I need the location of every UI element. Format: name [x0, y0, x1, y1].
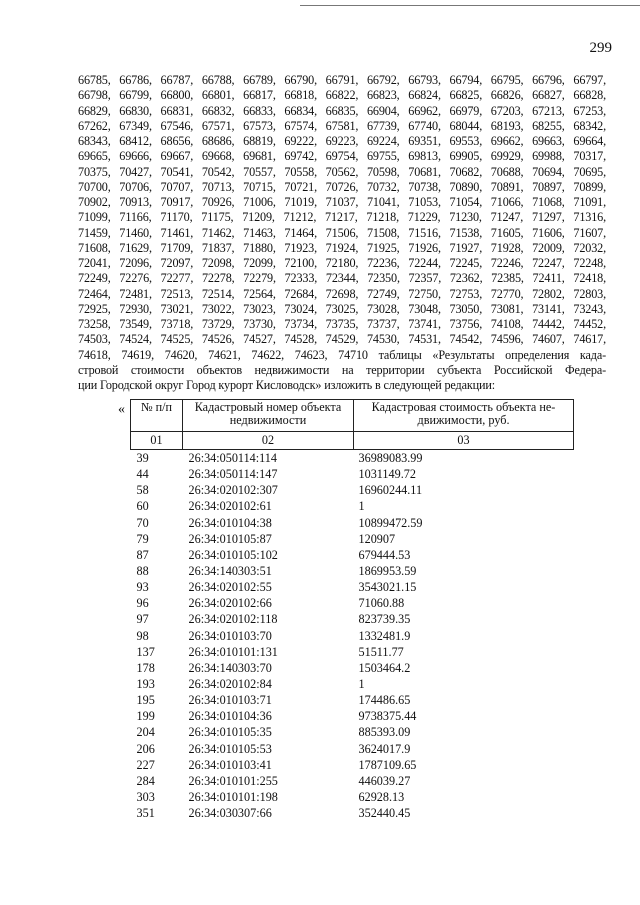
- table-row: [131, 757, 574, 773]
- cadastral-value-cell: 446039.27: [358, 773, 411, 788]
- table-column-number-row: [131, 432, 574, 450]
- table-row: [131, 660, 574, 676]
- cadastral-number-cell: 26:34:020102:66: [188, 596, 272, 611]
- cadastral-number-cell: 26:34:010101:255: [188, 773, 278, 788]
- body-text-line: 72041, 72096, 72097, 72098, 72099, 72100, 72180, 72236, 72244, 72245, 72246, 72247, 72248,: [78, 256, 606, 270]
- row-number-cell: 195: [136, 693, 155, 708]
- body-text-line: 74503, 74524, 74525, 74526, 74527, 74528, 74529, 74530, 74531, 74542, 74596, 74607, 74617,: [78, 332, 606, 347]
- body-text-line: 72925, 72930, 73021, 73022, 73023, 73024, 73025, 73028, 73048, 73050, 73081, 73141, 73243,: [78, 301, 606, 316]
- row-number-cell: 193: [136, 677, 155, 692]
- body-text-line: 74618, 74619, 74620, 74621, 74622, 74623, 74710 таблицы «Результаты определения када-: [78, 347, 606, 362]
- table-row: [131, 724, 574, 740]
- header-cadastral-number: Кадастровый номер объекта недвижимости: [183, 400, 354, 432]
- cadastral-value-table: [130, 399, 574, 821]
- row-number-cell: 199: [136, 709, 155, 724]
- table-row: [131, 692, 574, 708]
- body-text: [78, 73, 606, 393]
- row-number-cell: 303: [136, 790, 155, 805]
- table-row: [131, 789, 574, 805]
- cadastral-number-cell: 26:34:020102:55: [188, 580, 272, 595]
- body-text-line: ции Городской округ Город курорт Кисловодск» изложить в следующей редакции:: [78, 378, 495, 392]
- cadastral-number-cell: 26:34:010104:36: [188, 709, 272, 724]
- table-row: [131, 741, 574, 757]
- body-text-line: стровой стоимости объектов недвижимости на территории субъекта Российской Федера-: [78, 362, 606, 377]
- table-row: [131, 498, 574, 514]
- cadastral-number-cell: 26:34:010103:41: [188, 757, 272, 772]
- cadastral-number-cell: 26:34:010105:53: [188, 741, 272, 756]
- row-number-cell: 284: [136, 773, 155, 788]
- body-text-line: 72464, 72481, 72513, 72514, 72564, 72684, 72698, 72749, 72750, 72753, 72770, 72802, 72803,: [78, 286, 606, 301]
- cadastral-value-cell: 36989083.99: [358, 451, 423, 466]
- cadastral-number-cell: 26:34:020102:84: [188, 677, 272, 692]
- body-text-line: 66785, 66786, 66787, 66788, 66789, 66790, 66791, 66792, 66793, 66794, 66795, 66796, 66797,: [78, 73, 606, 87]
- top-rule: [300, 5, 640, 6]
- column-number-03: 03: [354, 432, 574, 450]
- body-text-line: 66798, 66799, 66800, 66801, 66817, 66818, 66822, 66823, 66824, 66825, 66826, 66827, 66828,: [78, 88, 606, 103]
- cadastral-value-cell: 1787109.65: [358, 757, 417, 772]
- cadastral-number-cell: 26:34:050114:114: [188, 451, 277, 466]
- body-text-line: 67262, 67349, 67546, 67571, 67573, 67574, 67581, 67739, 67740, 68044, 68193, 68255, 68342,: [78, 118, 606, 133]
- table-row: [131, 563, 574, 579]
- cadastral-value-cell: 885393.09: [358, 725, 411, 740]
- cadastral-number-cell: 26:34:010101:131: [188, 644, 278, 659]
- cadastral-value-cell: 3624017.9: [358, 741, 411, 756]
- cadastral-number-cell: 26:34:140303:70: [188, 660, 272, 675]
- body-text-line: 70902, 70913, 70917, 70926, 71006, 71019, 71037, 71041, 71053, 71054, 71066, 71068, 71091,: [78, 195, 606, 209]
- cadastral-value-cell: 823739.35: [358, 612, 411, 627]
- row-number-cell: 87: [136, 547, 149, 562]
- row-number-cell: 93: [136, 580, 149, 595]
- table-row: [131, 482, 574, 498]
- body-text-line: 70700, 70706, 70707, 70713, 70715, 70721, 70726, 70732, 70738, 70890, 70891, 70897, 70899,: [78, 179, 606, 194]
- row-number-cell: 227: [136, 757, 155, 772]
- body-text-line: 71459, 71460, 71461, 71462, 71463, 71464, 71506, 71508, 71516, 71538, 71605, 71606, 71607,: [78, 225, 606, 240]
- cadastral-number-cell: 26:34:050114:147: [188, 467, 278, 482]
- cadastral-value-cell: 352440.45: [358, 806, 411, 821]
- cadastral-value-cell: 62928.13: [358, 790, 405, 805]
- cadastral-number-cell: 26:34:020102:118: [188, 612, 278, 627]
- table-row: [131, 628, 574, 644]
- row-number-cell: 96: [136, 596, 149, 611]
- row-number-cell: 70: [136, 515, 149, 530]
- row-number-cell: 98: [136, 628, 149, 643]
- cadastral-value-cell: 174486.65: [358, 693, 411, 708]
- cadastral-value-cell: 1031149.72: [358, 467, 416, 482]
- table-row: [131, 611, 574, 627]
- header-number: № п/п: [131, 400, 183, 432]
- cadastral-value-cell: 10899472.59: [358, 515, 423, 530]
- cadastral-value-cell: 16960244.11: [358, 483, 423, 498]
- cadastral-value-cell: 1503464.2: [358, 660, 411, 675]
- cadastral-number-cell: 26:34:010103:71: [188, 693, 272, 708]
- cadastral-number-cell: 26:34:010103:70: [188, 628, 272, 643]
- table-row: [131, 515, 574, 531]
- cadastral-value-cell: 71060.88: [358, 596, 405, 611]
- column-number-01: 01: [131, 432, 183, 450]
- table-row: [131, 531, 574, 547]
- cadastral-number-cell: 26:34:020102:61: [188, 499, 272, 514]
- body-text-line: 68343, 68412, 68656, 68686, 68819, 69222, 69223, 69224, 69351, 69553, 69662, 69663, 69664,: [78, 134, 606, 148]
- cadastral-number-cell: 26:34:030307:66: [188, 806, 272, 821]
- page-number: 299: [589, 40, 612, 56]
- table-row: [131, 547, 574, 563]
- cadastral-value-cell: 1: [358, 677, 365, 692]
- cadastral-value-cell: 679444.53: [358, 547, 411, 562]
- table-row: [131, 676, 574, 692]
- row-number-cell: 44: [136, 467, 149, 482]
- table-row: [131, 773, 574, 789]
- table-row: [131, 805, 574, 821]
- cadastral-value-cell: 51511.77: [358, 644, 404, 659]
- row-number-cell: 204: [136, 725, 155, 740]
- row-number-cell: 58: [136, 483, 149, 498]
- row-number-cell: 206: [136, 741, 155, 756]
- table-row: [131, 708, 574, 724]
- body-text-line: 70375, 70427, 70541, 70542, 70557, 70558, 70562, 70598, 70681, 70682, 70688, 70694, 70695,: [78, 164, 606, 179]
- cadastral-value-cell: 120907: [358, 531, 396, 546]
- row-number-cell: 97: [136, 612, 149, 627]
- row-number-cell: 79: [136, 531, 149, 546]
- column-number-02: 02: [183, 432, 354, 450]
- row-number-cell: 60: [136, 499, 149, 514]
- cadastral-value-cell: 9738375.44: [358, 709, 417, 724]
- table-row: [131, 579, 574, 595]
- cadastral-number-cell: 26:34:020102:307: [188, 483, 278, 498]
- table-row: [131, 466, 574, 482]
- cadastral-number-cell: 26:34:010101:198: [188, 790, 278, 805]
- cadastral-number-cell: 26:34:010104:38: [188, 515, 272, 530]
- table-row: [131, 595, 574, 611]
- row-number-cell: 88: [136, 564, 149, 579]
- body-text-line: 71608, 71629, 71709, 71837, 71880, 71923, 71924, 71925, 71926, 71927, 71928, 72009, 72032,: [78, 240, 606, 255]
- body-text-line: 69665, 69666, 69667, 69668, 69681, 69742, 69754, 69755, 69813, 69905, 69929, 69988, 70317,: [78, 149, 606, 164]
- table-row: [131, 450, 574, 467]
- cadastral-number-cell: 26:34:010105:87: [188, 531, 272, 546]
- opening-quote-mark: «: [118, 402, 125, 417]
- cadastral-value-cell: 1869953.59: [358, 564, 417, 579]
- row-number-cell: 39: [136, 451, 149, 466]
- row-number-cell: 351: [136, 806, 155, 821]
- table-header-row: [131, 400, 574, 432]
- cadastral-number-cell: 26:34:140303:51: [188, 564, 272, 579]
- cadastral-number-cell: 26:34:010105:102: [188, 547, 278, 562]
- cadastral-value-cell: 3543021.15: [358, 580, 417, 595]
- header-cadastral-value: Кадастровая стоимость объекта не- движимости, руб.: [354, 400, 574, 432]
- body-text-line: 72249, 72276, 72277, 72278, 72279, 72333, 72344, 72350, 72357, 72362, 72385, 72411, 72418,: [78, 271, 606, 286]
- cadastral-number-cell: 26:34:010105:35: [188, 725, 272, 740]
- cadastral-value-cell: 1: [358, 499, 365, 514]
- body-text-line: 73258, 73549, 73718, 73729, 73730, 73734, 73735, 73737, 73741, 73756, 74108, 74442, 74452,: [78, 317, 606, 331]
- body-text-line: 71099, 71166, 71170, 71175, 71209, 71212, 71217, 71218, 71229, 71230, 71247, 71297, 71316,: [78, 210, 606, 225]
- cadastral-value-cell: 1332481.9: [358, 628, 411, 643]
- body-text-line: 66829, 66830, 66831, 66832, 66833, 66834, 66835, 66904, 66962, 66979, 67203, 67213, 67253,: [78, 103, 606, 118]
- row-number-cell: 178: [136, 660, 155, 675]
- row-number-cell: 137: [136, 644, 155, 659]
- table-row: [131, 644, 574, 660]
